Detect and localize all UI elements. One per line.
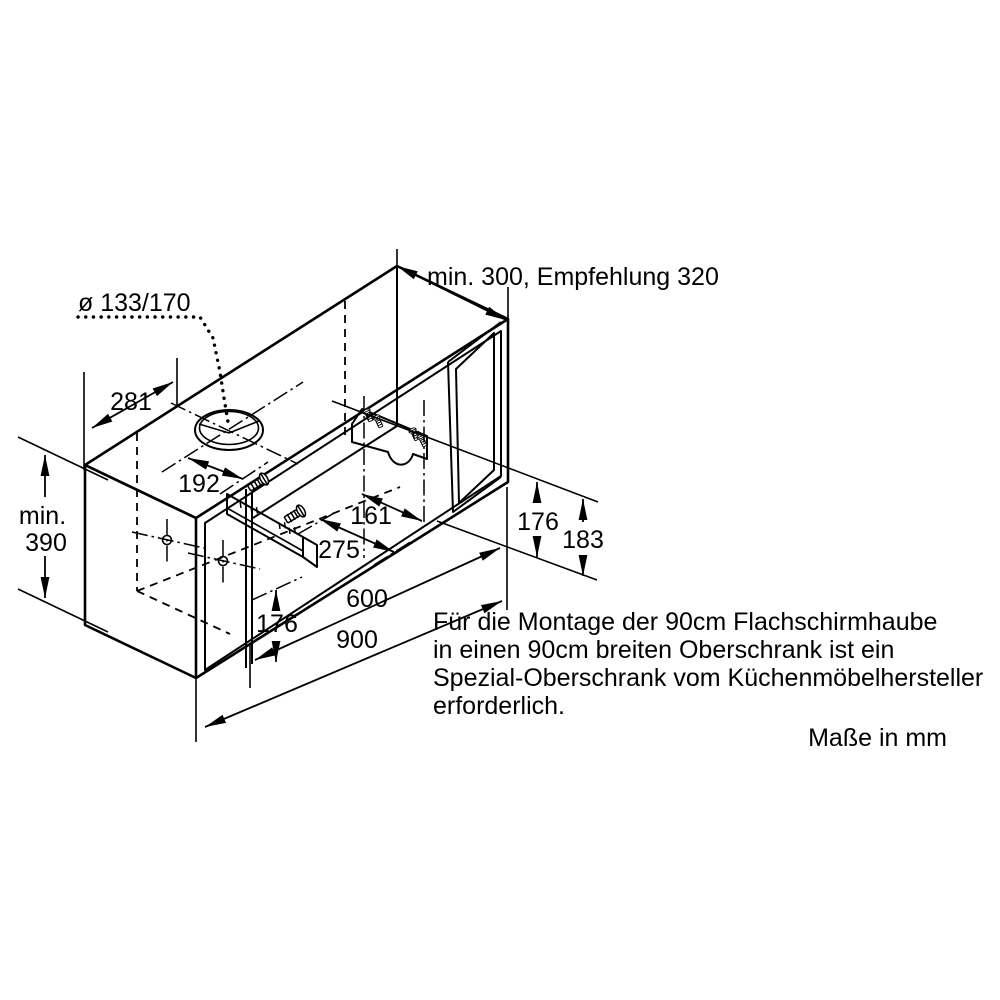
dimension-label: 275: [318, 536, 360, 564]
dimension-label: 183: [562, 526, 604, 554]
dimension-height-min390: [19, 455, 73, 598]
dimension-label: 281: [110, 388, 152, 416]
hole-leader-dotted-line: [78, 317, 228, 422]
units-label: Maße in mm: [808, 724, 947, 752]
dimension-label: 176: [256, 610, 298, 638]
hole-diameter-label: ø 133/170: [78, 289, 191, 317]
dimension-depth: [397, 263, 719, 320]
dimension-192: [178, 458, 243, 498]
note-line: Spezial-Oberschrank vom Küchenmöbelhersteller: [433, 664, 984, 692]
note-line: Für die Montage der 90cm Flachschirmhaube: [433, 608, 938, 636]
dimension-label: 176: [517, 508, 559, 536]
note-line: erforderlich.: [433, 692, 565, 720]
dimension-label: 192: [178, 470, 220, 498]
dimension-label: min. 300, Empfehlung 320: [427, 263, 719, 291]
note-text: [433, 608, 983, 720]
note-line: in einen 90cm breiten Oberschrank ist ein: [433, 636, 895, 664]
dimension-161: [350, 494, 422, 530]
dimension-183-right: [562, 499, 604, 576]
exhaust-duct-hole: [195, 410, 263, 450]
dimension-176-right: [517, 482, 559, 557]
centerlines: [132, 382, 424, 600]
dimension-281: [92, 382, 173, 428]
dimension-label: 600: [346, 585, 388, 613]
dimension-label: 161: [350, 502, 392, 530]
dimension-label: min. 390: [18, 502, 67, 557]
dimension-label: 900: [336, 626, 378, 654]
dimension-176-bottom: [256, 590, 298, 662]
